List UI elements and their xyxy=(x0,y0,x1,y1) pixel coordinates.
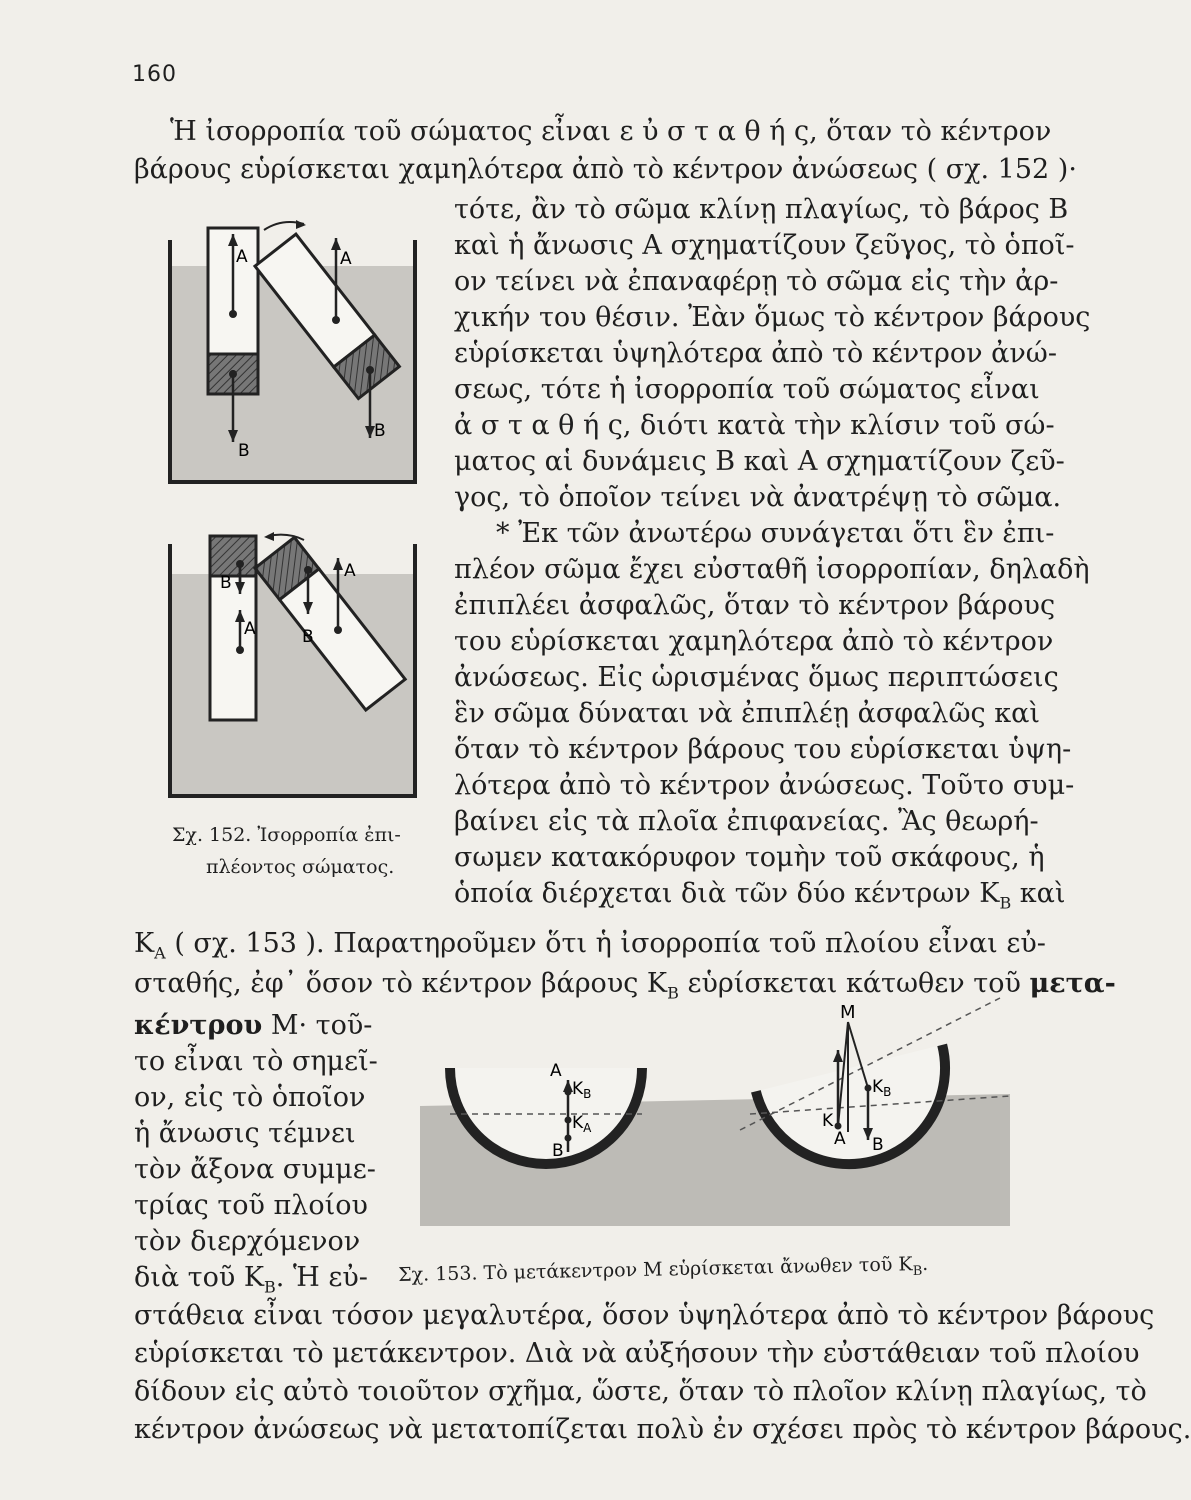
text-line: τὸν ἄξονα συμμε- xyxy=(134,1154,376,1185)
text-line: τότε, ἂν τὸ σῶμα κλίνῃ πλαγίως, τὸ βάρος Β xyxy=(454,194,1069,225)
svg-text:B: B xyxy=(220,573,232,593)
text-line: διὰ τοῦ $K_B$. Ἡ εὐ- xyxy=(134,1262,368,1297)
text-line: σεως, τότε ἡ ἰσορροπία τοῦ σώματος εἶναι xyxy=(454,374,1040,405)
text-line: Ἡ ἰσορροπία τοῦ σώματος εἶναι ε ὐ σ τ α θ ή ς, ὅταν τὸ κέντρον xyxy=(170,116,1052,147)
text-line: ματος αἱ δυνάμεις Β καὶ Α σχηματίζουν ζεῦ- xyxy=(454,446,1065,477)
figure-152-caption: Σχ. 152. Ἰσορροπία ἐπι- xyxy=(172,824,401,846)
text-line: ἀνώσεως. Εἰς ὡρισμένας ὅμως περιπτώσεις xyxy=(454,662,1059,693)
text-line: στάθεια εἶναι τόσον μεγαλυτέρα, ὅσον ὑψηλότερα ἀπὸ τὸ κέντρον βάρους xyxy=(134,1300,1155,1331)
figure-153-caption: Σχ. 153. Τὸ μετάκεντρον Μ εὑρίσκεται ἄνωθεν τοῦ $K_B$. xyxy=(397,1252,929,1286)
svg-text:B: B xyxy=(374,421,386,441)
text-line: του εὑρίσκεται χαμηλότερα ἀπὸ τὸ κέντρον xyxy=(454,626,1054,657)
svg-text:A: A xyxy=(834,1129,846,1149)
text-line: λότερα ἀπὸ τὸ κέντρον ἀνώσεως. Τοῦτο συμ- xyxy=(454,770,1075,801)
text-line: δίδουν εἰς αὐτὸ τοιοῦτον σχῆμα, ὥστε, ὅταν τὸ πλοῖον κλίνῃ πλαγίως, τὸ xyxy=(134,1376,1147,1407)
text-line: ἀ σ τ α θ ή ς, διότι κατὰ τὴν κλίσιν τοῦ σώ- xyxy=(454,410,1055,441)
text-line: πλέον σῶμα ἔχει εὐσταθῆ ἰσορροπίαν, δηλαδὴ xyxy=(454,554,1090,585)
svg-text:KB: $K_B$ xyxy=(572,1079,592,1101)
text-line: καὶ ἡ ἄνωσις Α σχηματίζουν ζεῦγος, τὸ ὁποῖ- xyxy=(454,230,1075,261)
svg-text:A: A xyxy=(550,1061,562,1081)
svg-text:A: A xyxy=(340,249,352,269)
page-number: 160 xyxy=(132,62,177,87)
label-a: A xyxy=(236,247,248,267)
text-line: κέντρου Μ· τοῦ- xyxy=(134,1010,373,1041)
text-line: βαίνει εἰς τὰ πλοῖα ἐπιφανείας. Ἂς θεωρή- xyxy=(454,806,1039,837)
svg-text:KB: $K_B$ xyxy=(872,1077,892,1099)
text-line: το εἶναι τὸ σημεῖ- xyxy=(134,1046,378,1077)
text-line: βάρους εὑρίσκεται χαμηλότερα ἀπὸ τὸ κέντρον ἀνώσεως ( σχ. 152 )· xyxy=(134,154,1077,185)
svg-text:B: B xyxy=(552,1141,564,1161)
svg-text:KA: $K_A$ xyxy=(572,1113,592,1135)
text-line: εὑρίσκεται τὸ μετάκεντρον. Διὰ νὰ αὐξήσουν τὴν εὐστάθειαν τοῦ πλοίου xyxy=(134,1338,1140,1369)
svg-text:M: M xyxy=(840,1002,856,1023)
text-line: κέντρον ἀνώσεως νὰ μετατοπίζεται πολὺ ἐν σχέσει πρὸς τὸ κέντρον βάρους. xyxy=(134,1414,1191,1445)
figure-152 xyxy=(160,210,430,810)
text-line: τρίας τοῦ πλοίου xyxy=(134,1190,368,1221)
text-line: εὑρίσκεται ὑψηλότερα ἀπὸ τὸ κέντρον ἀνώ- xyxy=(454,338,1057,369)
text-line: ον, εἰς τὸ ὁποῖον xyxy=(134,1082,366,1113)
text-line: σταθής, ἐφ᾽ ὅσον τὸ κέντρον βάρους $K_B$ εὑρίσκεται κάτωθεν τοῦ μετα- xyxy=(134,968,1116,1003)
svg-text:B: B xyxy=(872,1135,884,1155)
text-line: ὅταν τὸ κέντρον βάρους του εὑρίσκεται ὑψη- xyxy=(454,734,1072,765)
svg-text:K: K xyxy=(822,1111,834,1131)
text-line: * Ἐκ τῶν ἀνωτέρω συνάγεται ὅτι ἓν ἐπι- xyxy=(496,518,1055,549)
text-line: γος, τὸ ὁποῖον τείνει νὰ ἀνατρέψῃ τὸ σῶμα. xyxy=(454,482,1062,513)
text-line: ὁποία διέρχεται διὰ τῶν δύο κέντρων $K_B$ καὶ xyxy=(454,878,1066,913)
text-line: τὸν διερχόμενον xyxy=(134,1226,361,1257)
label-b: B xyxy=(238,441,250,461)
text-line: σωμεν κατακόρυφον τομὴν τοῦ σκάφους, ἡ xyxy=(454,842,1045,873)
figure-152-caption: πλέοντος σώματος. xyxy=(206,856,395,878)
figure-153 xyxy=(410,1002,1030,1242)
svg-text:A: A xyxy=(244,619,256,639)
text-line: ἐπιπλέει ἀσφαλῶς, ὅταν τὸ κέντρον βάρους xyxy=(454,590,1056,621)
text-line: ἓν σῶμα δύναται νὰ ἐπιπλέῃ ἀσφαλῶς καὶ xyxy=(454,698,1040,729)
text-line: ον τείνει νὰ ἐπαναφέρῃ τὸ σῶμα εἰς τὴν ἀρ- xyxy=(454,266,1059,297)
svg-text:B: B xyxy=(302,627,314,647)
text-line: ἡ ἄνωσις τέμνει xyxy=(134,1118,356,1149)
svg-text:A: A xyxy=(344,561,356,581)
text-line: $K_A$ ( σχ. 153 ). Παρατηροῦμεν ὅτι ἡ ἰσορροπία τοῦ πλοίου εἶναι εὐ- xyxy=(134,928,1046,963)
text-line: χικήν του θέσιν. Ἐὰν ὅμως τὸ κέντρον βάρους xyxy=(454,302,1091,333)
